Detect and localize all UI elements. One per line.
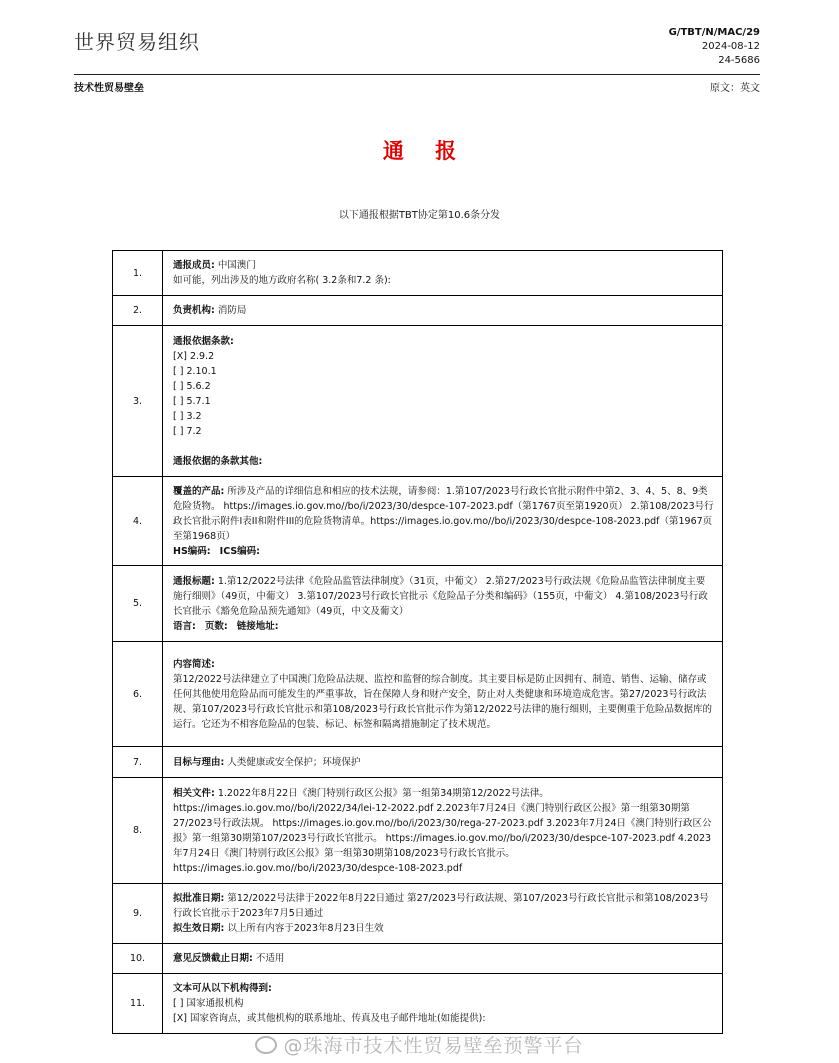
row-content	[163, 642, 723, 747]
table-row	[113, 974, 723, 1034]
table-row	[113, 326, 723, 477]
document-symbol: G/TBT/N/MAC/29	[668, 27, 760, 38]
table-row	[113, 884, 723, 944]
field-label: ICS编码:	[219, 545, 260, 557]
field-label: 链接地址:	[236, 620, 279, 632]
row-content	[163, 747, 723, 778]
checkbox-item: [ ] 7.2	[173, 425, 202, 437]
field-label: 内容简述:	[173, 658, 215, 670]
row-number: 11.	[113, 974, 163, 1034]
row-content	[163, 477, 723, 566]
field-label: 意见反馈截止日期:	[173, 953, 253, 964]
field-label: 通报依据的条款其他:	[173, 455, 263, 467]
checkbox-item: [X] 2.9.2	[173, 350, 215, 362]
original-language: 原文：英文	[710, 83, 760, 94]
checkbox-item: [X] 国家咨询点，或其他机构的联系地址、传真及电子邮件地址(如能提供):	[173, 1013, 486, 1024]
document-code	[669, 26, 760, 68]
row-content	[163, 251, 723, 296]
row-number: 3.	[113, 326, 163, 477]
table-row	[113, 642, 723, 747]
field-value: 第12/2022号法律于2022年8月22日通过 第27/2023号行政法规、第107/2023号行政长官批示和第108/2023号行政长官批示于2023年7月5日通过	[173, 893, 709, 919]
watermark-text: @珠海市技术性贸易壁垒预警平台	[283, 1035, 584, 1057]
table-row	[113, 477, 723, 566]
row-number: 7.	[113, 747, 163, 778]
field-value: 中国澳门	[214, 260, 256, 271]
field-label: 页数:	[204, 620, 228, 632]
table-row	[113, 944, 723, 974]
field-value: 以上所有内容于2023年8月23日生效	[224, 923, 384, 934]
field-label: 相关文件:	[173, 787, 215, 799]
document-ref: 24-5686	[718, 55, 760, 66]
field-label: 通报依据条款:	[173, 335, 234, 347]
row-content	[163, 296, 723, 326]
field-value: 1.2022年8月22日《澳门特别行政区公报》第一组第34期第12/2022号法律。https://images.io.gov.mo//bo/i/2022/34/lei-12-2022.pdf 2.2023年7月24日《澳门特别行政区公报》第一组第30期第27/2023号行政法规。 https://images.io.gov.mo//bo/i/2023/30/rega-27-2023.pdf 3.2023年7月24日《澳门特别行政区公报》第一组第30期第107/2023号行政长官批示。 https://images.io.gov.mo//bo/i/2023/30/despce-107-2023.pdf 4.2023年7月24日《澳门特别行政区公报》第一组第30期第108/2023号行政长官批示。 https://images.io.gov.mo//bo/i/2023/30/despce-108-2023.pdf	[173, 787, 712, 874]
field-label: 拟批准日期:	[173, 893, 225, 904]
field-label: 负责机构:	[173, 305, 215, 316]
row-number: 5.	[113, 566, 163, 642]
row-number: 6.	[113, 642, 163, 747]
field-value: 不适用	[252, 953, 285, 964]
field-label: 目标与理由:	[173, 756, 225, 768]
row-number: 2.	[113, 296, 163, 326]
field-label: 覆盖的产品:	[173, 485, 225, 497]
row-number: 1.	[113, 251, 163, 296]
field-value: 1.第12/2022号法律《危险品监管法律制度》（31页，中葡文） 2.第27/2023号行政法规《危险品监管法律制度主要施行细则》（49页，中葡文） 3.第107/2023号行政长官批示《危险品子分类和编码》（155页，中葡文） 4.第108/2023号行政长官批示《豁免危险品预先通知》（49页，中文及葡文）	[173, 575, 708, 617]
row-number: 8.	[113, 778, 163, 884]
table-row	[113, 251, 723, 296]
org-title: 世界贸易组织	[74, 30, 200, 54]
row-number: 10.	[113, 944, 163, 974]
checkbox-item: [ ] 5.6.2	[173, 380, 211, 392]
field-label: 通报标题:	[173, 575, 215, 587]
field-label: 通报成员:	[173, 260, 215, 271]
row-number: 9.	[113, 884, 163, 944]
table-row	[113, 778, 723, 884]
row-content	[163, 974, 723, 1034]
field-label: 语言:	[173, 620, 196, 632]
checkbox-item: [ ] 国家通报机构	[173, 998, 244, 1009]
document-date: 2024-08-12	[701, 41, 760, 52]
notification-table	[112, 250, 723, 1034]
checkbox-item: [ ] 3.2	[173, 410, 202, 422]
field-subtext: 如可能，列出涉及的地方政府名称( 3.2条和7.2 条):	[173, 275, 391, 286]
field-label: HS编码:	[173, 545, 211, 557]
field-value: 所涉及产品的详细信息和相应的技术法规，请参阅：1.第107/2023号行政长官批示附件中第2、3、4、5、8、9类危险货物。 https://images.io.gov.mo//bo/i/2023/30/despce-107-2023.pdf（第1767页至第1920页） 2.第108/2023号行政长官批示附件I表II和附件III的危险货物清单。https://images.io.gov.mo//bo/i/2023/30/despce-108-2023.pdf（第1967页至第1968页）	[173, 485, 714, 542]
row-number: 4.	[113, 477, 163, 566]
field-value: 第12/2022号法律建立了中国澳门危险品法规、监控和监督的综合制度。其主要目标是防止因拥有、制造、销售、运输、储存或任何其他使用危险品而可能发生的严重事故，旨在保障人身和财产安全，防止对人类健康和环境造成危害。第27/2023号行政法规、第107/2023号行政长官批示和第108/2023号行政长官批示作为第12/2022号法律的施行细则，主要侧重于危险品数据库的运行。它还为不相容危险品的包装、标记、标签和隔离措施制定了技术规范。	[173, 673, 712, 730]
committee-name: 技术性贸易壁垒	[74, 83, 144, 94]
header-divider	[74, 74, 760, 75]
row-content	[163, 778, 723, 884]
table-row	[113, 566, 723, 642]
watermark	[0, 1031, 839, 1058]
row-content	[163, 566, 723, 642]
checkbox-item: [ ] 5.7.1	[173, 395, 211, 407]
row-content	[163, 326, 723, 477]
row-content	[163, 884, 723, 944]
table-row	[113, 296, 723, 326]
checkbox-item: [ ] 2.10.1	[173, 365, 217, 377]
notice-basis: 以下通报根据TBT协定第10.6条分发	[338, 210, 501, 221]
field-label: 拟生效日期:	[173, 923, 225, 934]
field-value: 消防局	[214, 305, 247, 316]
weibo-icon	[255, 1036, 277, 1054]
row-content	[163, 944, 723, 974]
notice-title: 通 报	[382, 139, 469, 163]
field-label: 文本可从以下机构得到:	[173, 983, 272, 994]
table-row	[113, 747, 723, 778]
field-value: 人类健康或安全保护；环境保护	[224, 756, 361, 768]
